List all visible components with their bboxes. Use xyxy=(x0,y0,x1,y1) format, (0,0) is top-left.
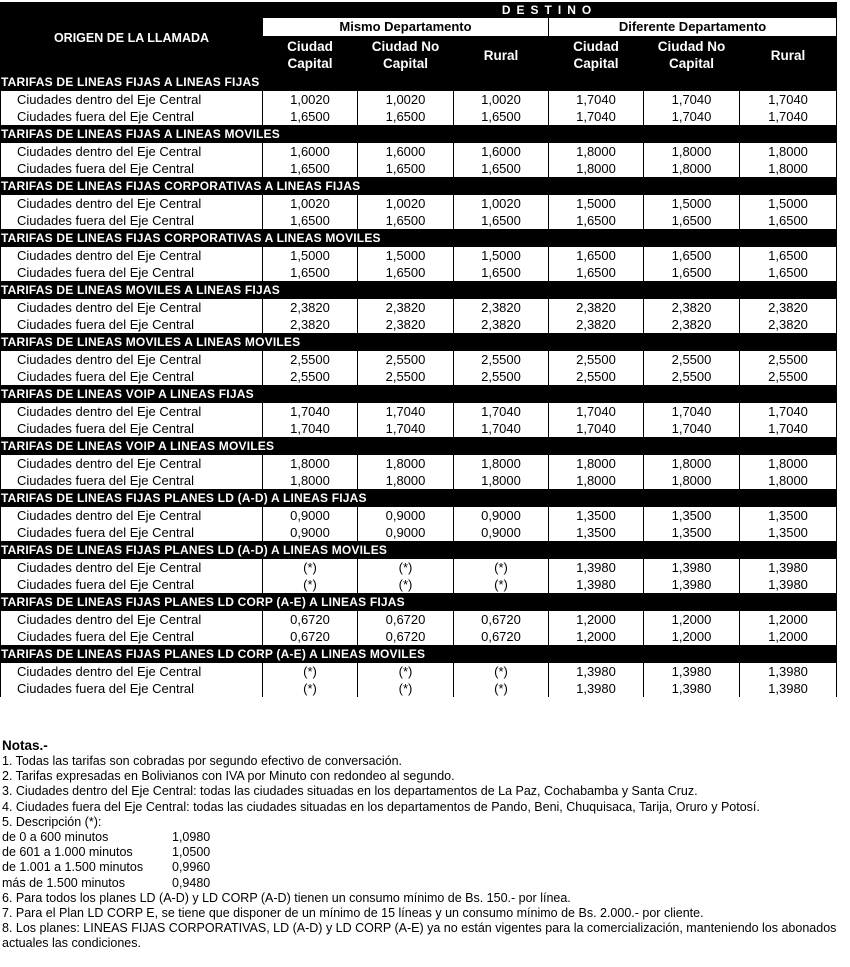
section-title: TARIFAS DE LINEAS FIJAS PLANES LD CORP (A-E) A LINEAS MOVILES xyxy=(1,646,837,663)
rate-cell: 1,8000 xyxy=(644,143,740,161)
group-header-different: Diferente Departamento xyxy=(549,18,837,37)
rate-cell: 1,5000 xyxy=(740,195,837,213)
row-label: Ciudades fuera del Eje Central xyxy=(1,316,263,334)
rate-cell: 1,2000 xyxy=(644,611,740,629)
table-body xyxy=(1,74,837,698)
note-5: 5. Descripción (*): xyxy=(2,814,102,829)
rate-cell: 1,7040 xyxy=(740,108,837,126)
column-header xyxy=(549,37,644,74)
rate-cell: 1,0020 xyxy=(358,91,454,109)
section-header-row xyxy=(1,126,837,143)
row-label: Ciudades fuera del Eje Central xyxy=(1,264,263,282)
rate-cell: 0,9000 xyxy=(358,507,454,525)
rate-cell: 1,7040 xyxy=(644,91,740,109)
column-header-line: Capital xyxy=(573,56,619,71)
rate-cell: 1,3980 xyxy=(549,663,644,681)
rate-cell: 1,8000 xyxy=(454,472,549,490)
column-header-line: Capital xyxy=(668,56,714,71)
section-title: TARIFAS DE LINEAS VOIP A LINEAS FIJAS xyxy=(1,386,837,403)
rate-cell: 1,3980 xyxy=(549,576,644,594)
table-row xyxy=(1,663,837,681)
rate-cell: 1,6500 xyxy=(454,160,549,178)
row-label: Ciudades fuera del Eje Central xyxy=(1,108,263,126)
rate-cell: 2,3820 xyxy=(358,316,454,334)
table-row xyxy=(1,559,837,577)
rate-cell: 1,6500 xyxy=(263,108,358,126)
rate-cell: 1,8000 xyxy=(549,455,644,473)
rate-cell: 1,3980 xyxy=(644,663,740,681)
row-label: Ciudades dentro del Eje Central xyxy=(1,611,263,629)
tier-label: de 601 a 1.000 minutos xyxy=(2,845,133,860)
column-header-line: Capital xyxy=(287,56,333,71)
column-header xyxy=(454,37,549,74)
rate-cell: 2,5500 xyxy=(740,351,837,369)
table-row xyxy=(1,680,837,697)
column-header-line: Ciudad xyxy=(573,39,619,54)
rate-cell: 2,3820 xyxy=(644,316,740,334)
column-header-line: Ciudad xyxy=(287,39,333,54)
row-label: Ciudades fuera del Eje Central xyxy=(1,680,263,697)
rate-cell: 0,6720 xyxy=(454,628,549,646)
rate-cell: 2,5500 xyxy=(263,351,358,369)
rate-cell: 1,3980 xyxy=(644,576,740,594)
rate-cell: 2,3820 xyxy=(644,299,740,317)
table-row xyxy=(1,611,837,629)
rate-cell: 1,0020 xyxy=(358,195,454,213)
rate-cell: 1,6000 xyxy=(263,143,358,161)
rate-cell: 1,6500 xyxy=(644,247,740,265)
notes-section xyxy=(2,738,848,952)
row-label: Ciudades fuera del Eje Central xyxy=(1,576,263,594)
note-2: 2. Tarifas expresadas en Bolivianos con IVA por Minuto con redondeo al segundo. xyxy=(2,769,455,784)
column-header-line: Ciudad No xyxy=(657,39,726,54)
row-label: Ciudades fuera del Eje Central xyxy=(1,472,263,490)
rate-cell: 1,0020 xyxy=(263,195,358,213)
rate-cell: 0,6720 xyxy=(454,611,549,629)
rate-cell: 1,8000 xyxy=(644,455,740,473)
section-title: TARIFAS DE LINEAS FIJAS PLANES LD (A-D) A LINEAS FIJAS xyxy=(1,490,837,507)
section-header-row xyxy=(1,438,837,455)
column-header xyxy=(358,37,454,74)
table-row xyxy=(1,108,837,126)
rate-cell: 1,6500 xyxy=(454,264,549,282)
rate-cell: 1,3500 xyxy=(549,507,644,525)
tier-item xyxy=(2,860,848,875)
row-label: Ciudades dentro del Eje Central xyxy=(1,663,263,681)
table-row xyxy=(1,91,837,109)
table-row xyxy=(1,403,837,421)
table-row xyxy=(1,368,837,386)
table-row xyxy=(1,455,837,473)
rate-cell: 1,8000 xyxy=(263,455,358,473)
rate-cell: 2,3820 xyxy=(740,299,837,317)
rate-cell: 1,8000 xyxy=(549,472,644,490)
rate-cell: 1,0020 xyxy=(263,91,358,109)
origin-header: ORIGEN DE LA LLAMADA xyxy=(1,3,263,74)
rate-cell: 2,5500 xyxy=(644,368,740,386)
section-header-row xyxy=(1,282,837,299)
rate-cell: 1,8000 xyxy=(549,160,644,178)
rate-cell: (*) xyxy=(263,576,358,594)
rate-cell: 1,6500 xyxy=(263,212,358,230)
rate-cell: 1,3500 xyxy=(740,524,837,542)
rate-cell: 1,0020 xyxy=(454,91,549,109)
note-3: 3. Ciudades dentro del Eje Central: todas las ciudades situadas en los departamentos de La Paz, Cochabamba y Santa Cruz. xyxy=(2,784,698,799)
section-header-row xyxy=(1,594,837,611)
row-label: Ciudades dentro del Eje Central xyxy=(1,195,263,213)
rate-cell: 1,7040 xyxy=(263,420,358,438)
rate-cell: 1,3980 xyxy=(740,559,837,577)
rate-cell: 1,5000 xyxy=(454,247,549,265)
section-title: TARIFAS DE LINEAS FIJAS CORPORATIVAS A LINEAS FIJAS xyxy=(1,178,837,195)
section-header-row xyxy=(1,386,837,403)
note-4: 4. Ciudades fuera del Eje Central: todas las ciudades situadas en los departamentos de Pando, Beni, Chuquisaca, Tarija, Oruro y Potosí. xyxy=(2,799,760,814)
rate-cell: 1,8000 xyxy=(740,160,837,178)
rate-cell: 2,3820 xyxy=(454,316,549,334)
column-header-line: Rural xyxy=(483,47,519,63)
row-label: Ciudades fuera del Eje Central xyxy=(1,212,263,230)
rate-cell: 1,6500 xyxy=(263,160,358,178)
row-label: Ciudades dentro del Eje Central xyxy=(1,91,263,109)
rate-cell: 1,2000 xyxy=(740,628,837,646)
tier-value: 0,9480 xyxy=(172,875,211,890)
tier-item xyxy=(2,876,848,891)
rate-cell: (*) xyxy=(358,663,454,681)
section-header-row xyxy=(1,230,837,247)
column-header xyxy=(263,37,358,74)
tier-label: más de 1.500 minutos xyxy=(2,875,125,890)
table-header xyxy=(1,3,837,74)
rate-cell: 1,7040 xyxy=(740,403,837,421)
group-header-same: Mismo Departamento xyxy=(263,18,549,37)
tier-label: de 0 a 600 minutos xyxy=(2,830,109,845)
rate-cell: 1,2000 xyxy=(549,628,644,646)
rate-cell: 1,6500 xyxy=(358,212,454,230)
rate-cell: 1,7040 xyxy=(644,420,740,438)
section-header-row xyxy=(1,178,837,195)
rate-cell: 2,3820 xyxy=(549,299,644,317)
column-header xyxy=(740,37,837,74)
rate-cell: 2,3820 xyxy=(454,299,549,317)
rate-cell: 1,6500 xyxy=(549,247,644,265)
row-label: Ciudades fuera del Eje Central xyxy=(1,160,263,178)
section-title: TARIFAS DE LINEAS MOVILES A LINEAS FIJAS xyxy=(1,282,837,299)
row-label: Ciudades dentro del Eje Central xyxy=(1,351,263,369)
table-row xyxy=(1,420,837,438)
note-7: 7. Para el Plan LD CORP E, se tiene que disponer de un mínimo de 15 líneas y un consumo mínimo de Bs. 2.000.- por cliente. xyxy=(2,906,704,921)
rate-cell: 0,9000 xyxy=(263,524,358,542)
notes-title: Notas.- xyxy=(2,738,48,753)
rate-cell: 1,6500 xyxy=(740,247,837,265)
rate-cell: 1,6000 xyxy=(454,143,549,161)
rate-cell: 1,5000 xyxy=(549,195,644,213)
rate-cell: 0,6720 xyxy=(358,628,454,646)
section-header-row xyxy=(1,646,837,663)
rate-cell: 1,6500 xyxy=(740,212,837,230)
rate-cell: 1,7040 xyxy=(263,403,358,421)
rate-cell: 0,9000 xyxy=(263,507,358,525)
rate-cell: 1,8000 xyxy=(644,160,740,178)
rate-cell: 2,5500 xyxy=(644,351,740,369)
rate-cell: 1,7040 xyxy=(454,403,549,421)
rate-cell: 1,6000 xyxy=(358,143,454,161)
section-title: TARIFAS DE LINEAS FIJAS CORPORATIVAS A LINEAS MOVILES xyxy=(1,230,837,247)
rate-cell: 1,5000 xyxy=(263,247,358,265)
table-row xyxy=(1,507,837,525)
rate-cell: 1,8000 xyxy=(358,455,454,473)
table-row xyxy=(1,472,837,490)
rate-cell: 1,6500 xyxy=(358,108,454,126)
rate-cell: 2,5500 xyxy=(263,368,358,386)
rate-cell: 1,3500 xyxy=(549,524,644,542)
rate-cell: 1,6500 xyxy=(358,160,454,178)
note-8: 8. Los planes: LINEAS FIJAS CORPORATIVAS, LD (A-D) y LD CORP (A-E) ya no están vigentes para la comercialización, manteniendo los abonados actuales las condiciones. xyxy=(2,921,837,951)
rate-cell: 1,6500 xyxy=(263,264,358,282)
rate-cell: 1,0020 xyxy=(454,195,549,213)
section-header-row xyxy=(1,74,837,91)
rate-cell: 2,5500 xyxy=(549,351,644,369)
rate-cell: 1,8000 xyxy=(644,472,740,490)
table-row xyxy=(1,143,837,161)
row-label: Ciudades dentro del Eje Central xyxy=(1,507,263,525)
rate-cell: 1,6500 xyxy=(740,264,837,282)
rate-cell: 2,5500 xyxy=(358,368,454,386)
table-row xyxy=(1,264,837,282)
destino-header: DESTINO xyxy=(263,3,837,18)
table-row xyxy=(1,212,837,230)
rate-cell: 1,7040 xyxy=(358,420,454,438)
rate-cell: 1,3980 xyxy=(549,680,644,697)
rate-cell: 1,6500 xyxy=(644,212,740,230)
rate-cell: 1,6500 xyxy=(549,212,644,230)
tier-item xyxy=(2,845,848,860)
rate-cell: 1,3500 xyxy=(740,507,837,525)
row-label: Ciudades dentro del Eje Central xyxy=(1,299,263,317)
row-label: Ciudades dentro del Eje Central xyxy=(1,143,263,161)
section-title: TARIFAS DE LINEAS MOVILES A LINEAS MOVILES xyxy=(1,334,837,351)
rate-cell: 1,3980 xyxy=(740,663,837,681)
table-row xyxy=(1,247,837,265)
rate-cell: 2,5500 xyxy=(358,351,454,369)
section-title: TARIFAS DE LINEAS FIJAS A LINEAS FIJAS xyxy=(1,74,837,91)
rate-cell: 1,8000 xyxy=(454,455,549,473)
rate-cell: 1,8000 xyxy=(549,143,644,161)
rate-cell: 1,7040 xyxy=(740,420,837,438)
rate-cell: 1,7040 xyxy=(644,108,740,126)
rate-cell: (*) xyxy=(358,559,454,577)
table-row xyxy=(1,351,837,369)
table-row xyxy=(1,316,837,334)
rate-cell: 1,3980 xyxy=(644,559,740,577)
row-label: Ciudades dentro del Eje Central xyxy=(1,559,263,577)
rate-cell: 1,3980 xyxy=(549,559,644,577)
section-title: TARIFAS DE LINEAS FIJAS PLANES LD (A-D) A LINEAS MOVILES xyxy=(1,542,837,559)
rate-cell: (*) xyxy=(263,559,358,577)
rate-cell: 0,6720 xyxy=(263,611,358,629)
table-row xyxy=(1,299,837,317)
rate-cell: 1,7040 xyxy=(549,403,644,421)
rate-cell: 1,5000 xyxy=(644,195,740,213)
row-label: Ciudades dentro del Eje Central xyxy=(1,403,263,421)
tariff-table xyxy=(0,2,837,697)
rate-cell: 1,6500 xyxy=(454,108,549,126)
column-header-line: Capital xyxy=(382,56,428,71)
rate-cell: 1,3980 xyxy=(740,680,837,697)
rate-cell: (*) xyxy=(454,559,549,577)
rate-cell: 2,3820 xyxy=(358,299,454,317)
rate-cell: 2,3820 xyxy=(263,299,358,317)
rate-cell: 1,6500 xyxy=(549,264,644,282)
rate-cell: 1,6500 xyxy=(454,212,549,230)
section-header-row xyxy=(1,542,837,559)
tier-value: 1,0980 xyxy=(172,830,211,845)
rate-cell: 0,6720 xyxy=(263,628,358,646)
rate-cell: 1,2000 xyxy=(644,628,740,646)
rate-cell: (*) xyxy=(358,680,454,697)
rate-cell: 1,7040 xyxy=(549,91,644,109)
rate-cell: 1,7040 xyxy=(358,403,454,421)
note-1: 1. Todas las tarifas son cobradas por segundo efectivo de conversación. xyxy=(2,754,403,768)
rate-cell: 2,5500 xyxy=(454,368,549,386)
tier-value: 1,0500 xyxy=(172,845,211,860)
rate-cell: 1,3980 xyxy=(644,680,740,697)
rate-cell: 1,7040 xyxy=(740,91,837,109)
rate-cell: 1,8000 xyxy=(740,455,837,473)
rate-cell: 1,8000 xyxy=(740,143,837,161)
section-title: TARIFAS DE LINEAS VOIP A LINEAS MOVILES xyxy=(1,438,837,455)
rate-cell: 0,9000 xyxy=(454,524,549,542)
row-label: Ciudades dentro del Eje Central xyxy=(1,247,263,265)
rate-cell: 1,8000 xyxy=(358,472,454,490)
rate-cell: 2,3820 xyxy=(740,316,837,334)
tier-list xyxy=(2,830,848,891)
rate-cell: 1,2000 xyxy=(740,611,837,629)
note-6: 6. Para todos los planes LD (A-D) y LD CORP (A-D) tienen un consumo mínimo de Bs. 150.- por línea. xyxy=(2,890,571,905)
rate-cell: 2,5500 xyxy=(549,368,644,386)
column-header-line: Rural xyxy=(770,47,806,63)
rate-cell: 1,6500 xyxy=(644,264,740,282)
section-header-row xyxy=(1,490,837,507)
row-label: Ciudades fuera del Eje Central xyxy=(1,368,263,386)
column-header-line: Ciudad No xyxy=(371,39,440,54)
table-row xyxy=(1,195,837,213)
rate-cell: 1,7040 xyxy=(644,403,740,421)
row-label: Ciudades fuera del Eje Central xyxy=(1,628,263,646)
row-label: Ciudades fuera del Eje Central xyxy=(1,420,263,438)
rate-cell: 2,3820 xyxy=(263,316,358,334)
table-row xyxy=(1,160,837,178)
table-row xyxy=(1,524,837,542)
section-title: TARIFAS DE LINEAS FIJAS A LINEAS MOVILES xyxy=(1,126,837,143)
rate-cell: (*) xyxy=(454,663,549,681)
rate-cell: 1,3500 xyxy=(644,507,740,525)
rate-cell: 0,9000 xyxy=(454,507,549,525)
rate-cell: 1,8000 xyxy=(740,472,837,490)
section-title: TARIFAS DE LINEAS FIJAS PLANES LD CORP (A-E) A LINEAS FIJAS xyxy=(1,594,837,611)
row-label: Ciudades dentro del Eje Central xyxy=(1,455,263,473)
column-header xyxy=(644,37,740,74)
rate-cell: 1,2000 xyxy=(549,611,644,629)
rate-cell: (*) xyxy=(454,680,549,697)
rate-cell: 1,7040 xyxy=(454,420,549,438)
rate-cell: 1,3980 xyxy=(740,576,837,594)
tier-item xyxy=(2,830,848,845)
rate-cell: 1,5000 xyxy=(358,247,454,265)
tier-value: 0,9960 xyxy=(172,860,211,875)
table-row xyxy=(1,576,837,594)
rate-cell: (*) xyxy=(454,576,549,594)
row-label: Ciudades fuera del Eje Central xyxy=(1,524,263,542)
rate-cell: (*) xyxy=(263,680,358,697)
rate-cell: (*) xyxy=(263,663,358,681)
rate-cell: 0,9000 xyxy=(358,524,454,542)
rate-cell: 0,6720 xyxy=(358,611,454,629)
rate-cell: 1,7040 xyxy=(549,420,644,438)
rate-cell: 1,3500 xyxy=(644,524,740,542)
rate-cell: 2,5500 xyxy=(454,351,549,369)
rate-cell: 1,6500 xyxy=(358,264,454,282)
rate-cell: (*) xyxy=(358,576,454,594)
tier-label: de 1.001 a 1.500 minutos xyxy=(2,860,144,875)
rate-cell: 2,3820 xyxy=(549,316,644,334)
section-header-row xyxy=(1,334,837,351)
rate-cell: 1,8000 xyxy=(263,472,358,490)
rate-cell: 1,7040 xyxy=(549,108,644,126)
table-row xyxy=(1,628,837,646)
rate-cell: 2,5500 xyxy=(740,368,837,386)
